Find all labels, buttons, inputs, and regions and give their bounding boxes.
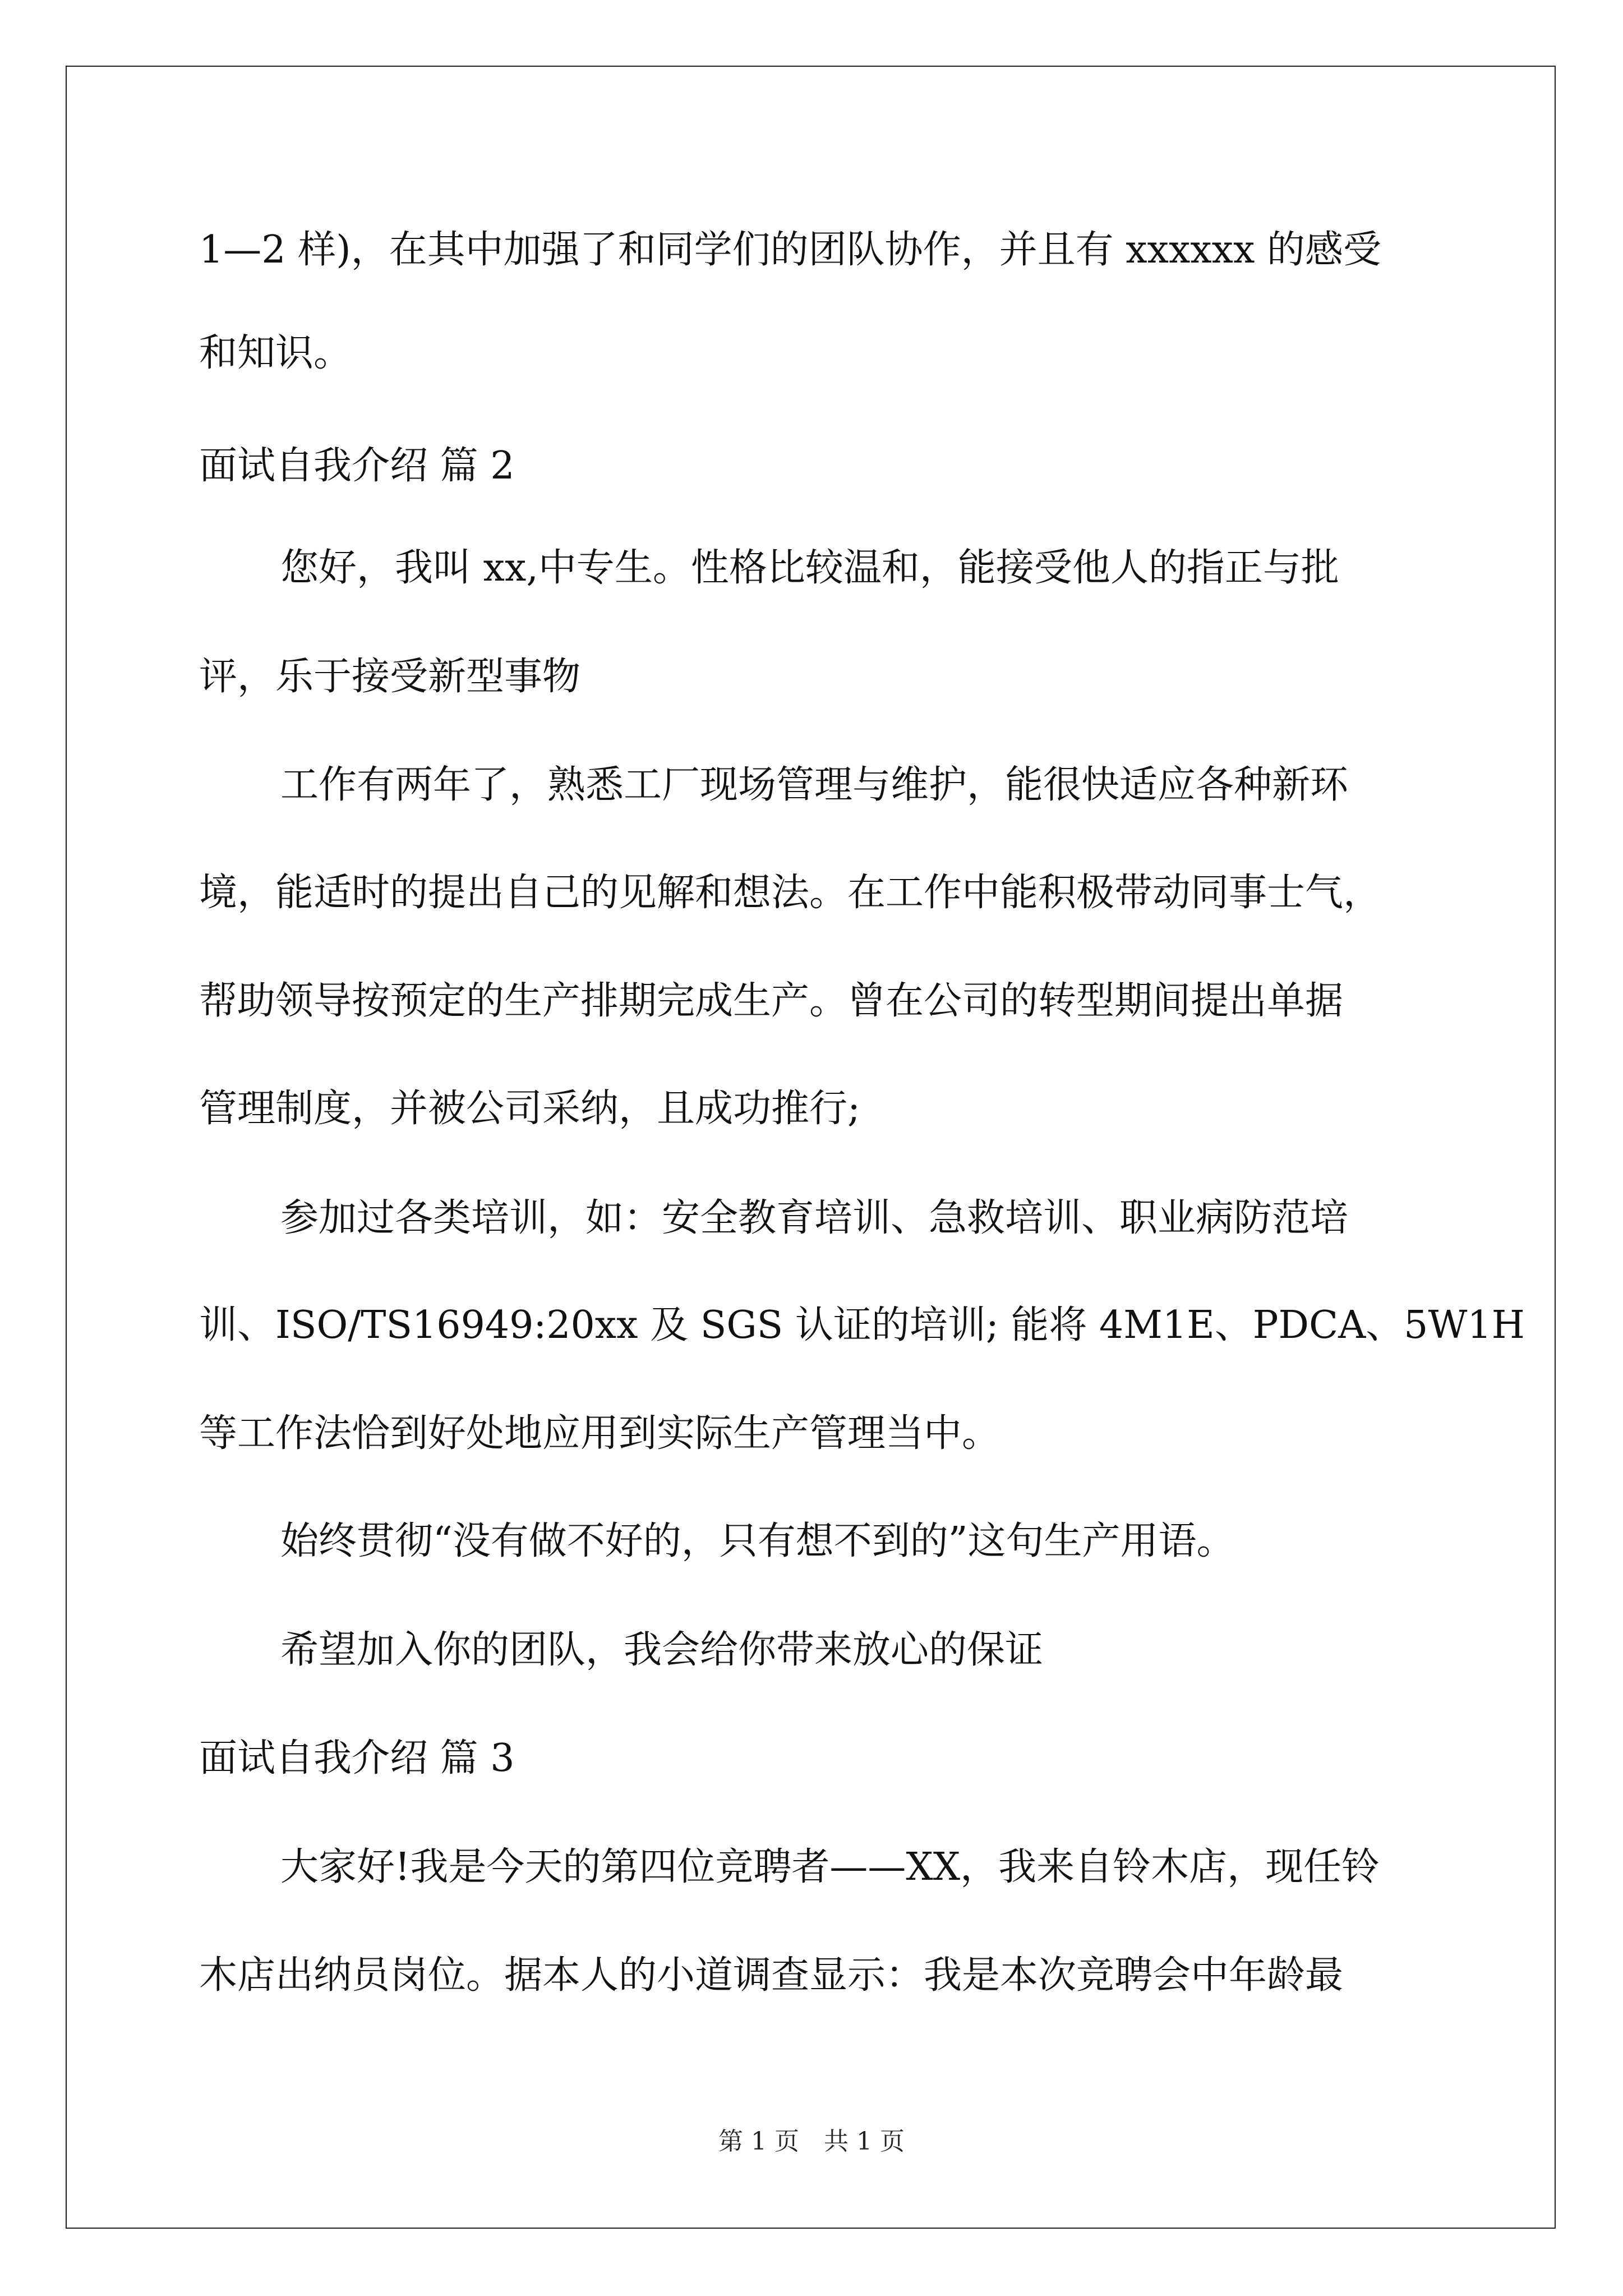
paragraph-line: 希望加入你的团队，我会给你带来放心的保证 — [280, 1628, 1044, 1672]
paragraph-line: 和知识。 — [199, 331, 352, 375]
paragraph-line: 等工作法恰到好处地应用到实际生产管理当中。 — [199, 1411, 1000, 1456]
paragraph-line: 参加过各类培训，如：安全教育培训、急救培训、职业病防范培 — [280, 1196, 1349, 1240]
paragraph-line: 始终贯彻“没有做不好的，只有想不到的”这句生产用语。 — [280, 1519, 1235, 1563]
paragraph-line: 1—2 样)，在其中加强了和同学们的团队协作，并且有 xxxxxx 的感受 — [199, 228, 1382, 272]
paragraph-line: 木店出纳员岗位。据本人的小道调查显示：我是本次竞聘会中年龄最 — [199, 1953, 1344, 1998]
paragraph-line: 帮助领导按预定的生产排期完成生产。曾在公司的转型期间提出单据 — [199, 979, 1344, 1023]
section-heading: 面试自我介绍 篇 3 — [199, 1736, 515, 1780]
paragraph-line: 评，乐于接受新型事物 — [199, 655, 581, 699]
page-footer: 第 1 页 共 1 页 — [718, 2127, 905, 2156]
paragraph-line: 境，能适时的提出自己的见解和想法。在工作中能积极带动同事士气， — [199, 871, 1382, 915]
paragraph-line: 大家好!我是今天的第四位竞聘者——XX，我来自铃木店，现任铃 — [280, 1845, 1380, 1889]
paragraph-line: 管理制度，并被公司采纳，且成功推行; — [199, 1087, 860, 1131]
section-heading: 面试自我介绍 篇 2 — [199, 444, 515, 488]
paragraph-line: 训、ISO/TS16949:20xx 及 SGS 认证的培训; 能将 4M1E、PDCA、5W1H — [199, 1303, 1525, 1347]
page-border — [66, 66, 1556, 2229]
paragraph-line: 工作有两年了，熟悉工厂现场管理与维护，能很快适应各种新环 — [280, 763, 1349, 807]
paragraph-line: 您好，我叫 xx,中专生。性格比较温和，能接受他人的指正与批 — [280, 546, 1339, 590]
